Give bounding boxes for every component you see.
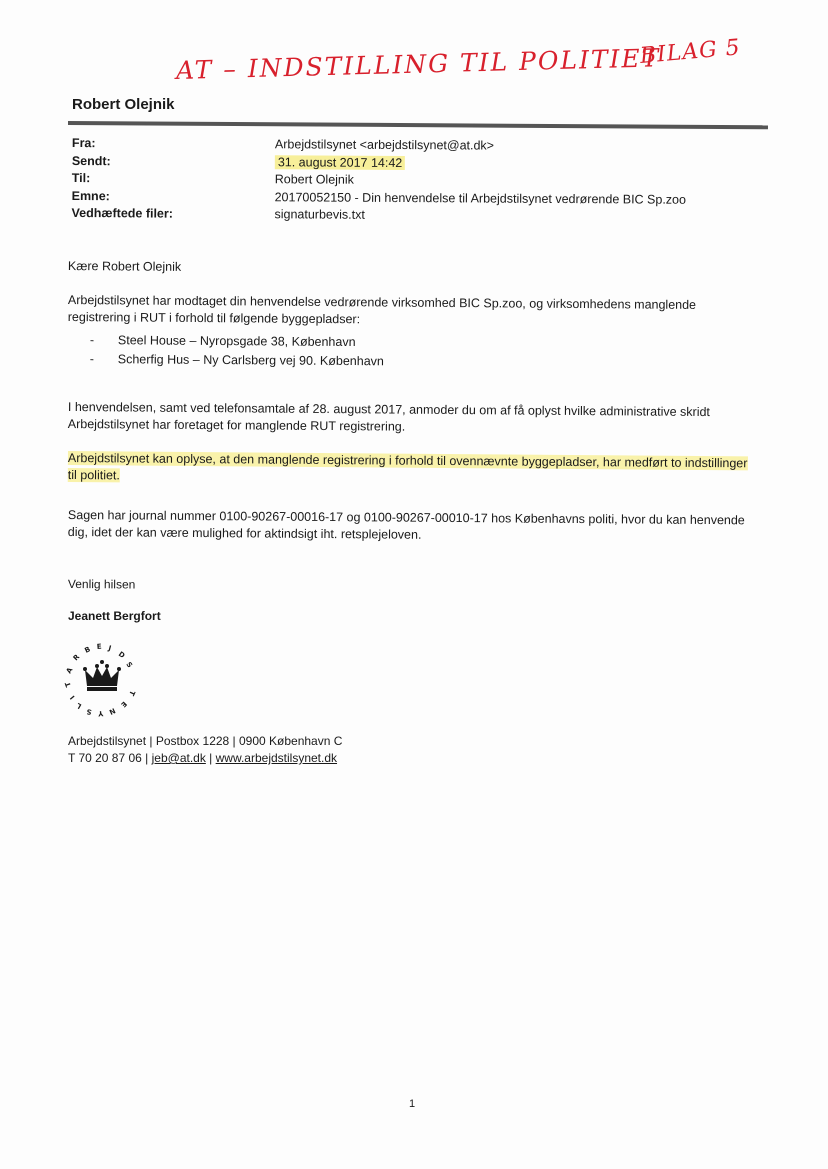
svg-text:B: B: [83, 645, 92, 655]
header-attachments: [71, 206, 771, 228]
paragraph-request: I henvendelsen, samt ved telefonsamtale af 28. august 2017, anmoder du om af få oplyst hvilke administrative skridt Arbejdstilsynet har foretaget for manglende RUT registrering.: [67, 399, 711, 434]
list-item: - Scherfig Hus – Ny Carlsberg vej 90. København: [90, 350, 384, 371]
footer-address: Arbejdstilsynet | Postbox 1228 | 0900 København C: [68, 734, 343, 748]
footer-email-link[interactable]: jeb@at.dk: [151, 751, 206, 765]
header-label: Vedhæftede filer:: [71, 205, 173, 221]
svg-text:J: J: [107, 644, 113, 653]
header-label: Til:: [71, 170, 91, 186]
header-value: signaturbevis.txt: [274, 207, 365, 222]
svg-text:S: S: [85, 707, 93, 716]
svg-text:A: A: [64, 666, 75, 675]
mailbox-owner: Robert Olejnik: [72, 96, 175, 113]
handwritten-title-annotation: AT – INDSTILLING TIL POLITIET: [175, 43, 661, 85]
header-label: Fra:: [71, 136, 96, 151]
svg-text:N: N: [107, 706, 117, 716]
footer-phone: T 70 20 87 06 |: [68, 751, 152, 765]
paragraph-police-referral: [68, 450, 758, 489]
header-value: Arbejdstilsynet <arbejdstilsynet@at.dk>: [274, 137, 495, 153]
page-number: 1: [409, 1098, 416, 1110]
svg-text:R: R: [71, 652, 82, 663]
svg-text:I: I: [68, 693, 77, 701]
header-label: Sendt:: [71, 153, 111, 168]
svg-text:D: D: [116, 650, 127, 660]
paragraph-case-numbers: Sagen har journal nummer 0100-90267-00016-17 og 0100-90267-00010-17 hos Københavns politi, hvor du kan henvende dig, idet der kan være mulighed for aktindsigt iht. retsplejeloven.: [67, 507, 745, 542]
paragraph-intro: Arbejdstilsynet har modtaget din henvendelse vedrørende virksomhed BIC Sp.zoo, og virksomhedens manglende registrering i RUT i forhold til følgende byggepladser:: [67, 292, 697, 327]
footer-separator: |: [205, 751, 216, 765]
svg-text:L: L: [75, 701, 83, 711]
greeting: Kære Robert Olejnik: [67, 258, 182, 274]
svg-text:T: T: [63, 680, 73, 689]
header-value: 20170052150 - Din henvendelse til Arbejdstilsynet vedrørende BIC Sp.zoo: [274, 189, 687, 207]
svg-text:E: E: [96, 642, 102, 651]
email-headers: [71, 136, 772, 228]
arbejdstilsynet-crown-logo: [60, 634, 146, 720]
construction-site-list: [90, 331, 384, 371]
handwritten-bilag-annotation: BILAG 5: [638, 35, 742, 69]
svg-text:Y: Y: [97, 709, 104, 718]
svg-text:E: E: [119, 699, 129, 709]
header-value: 31. august 2017 14:42: [275, 155, 406, 170]
header-label: Emne:: [71, 188, 110, 203]
header-value: Robert Olejnik: [274, 172, 354, 187]
closing: Venlig hilsen: [67, 576, 136, 592]
svg-text:T: T: [127, 689, 137, 697]
list-item: - Steel House – Nyropsgade 38, København: [90, 331, 384, 352]
svg-text:S: S: [124, 660, 134, 670]
footer-contact: [68, 751, 337, 765]
header-divider: [68, 121, 768, 129]
highlighted-text: Arbejdstilsynet kan oplyse, at den manglende registrering i forhold til ovennævnte byggepladser, har medført to indstillinger til politiet.: [67, 450, 748, 483]
signature-name: Jeanett Bergfort: [68, 609, 161, 623]
footer-website-link[interactable]: www.arbejdstilsynet.dk: [215, 751, 338, 765]
